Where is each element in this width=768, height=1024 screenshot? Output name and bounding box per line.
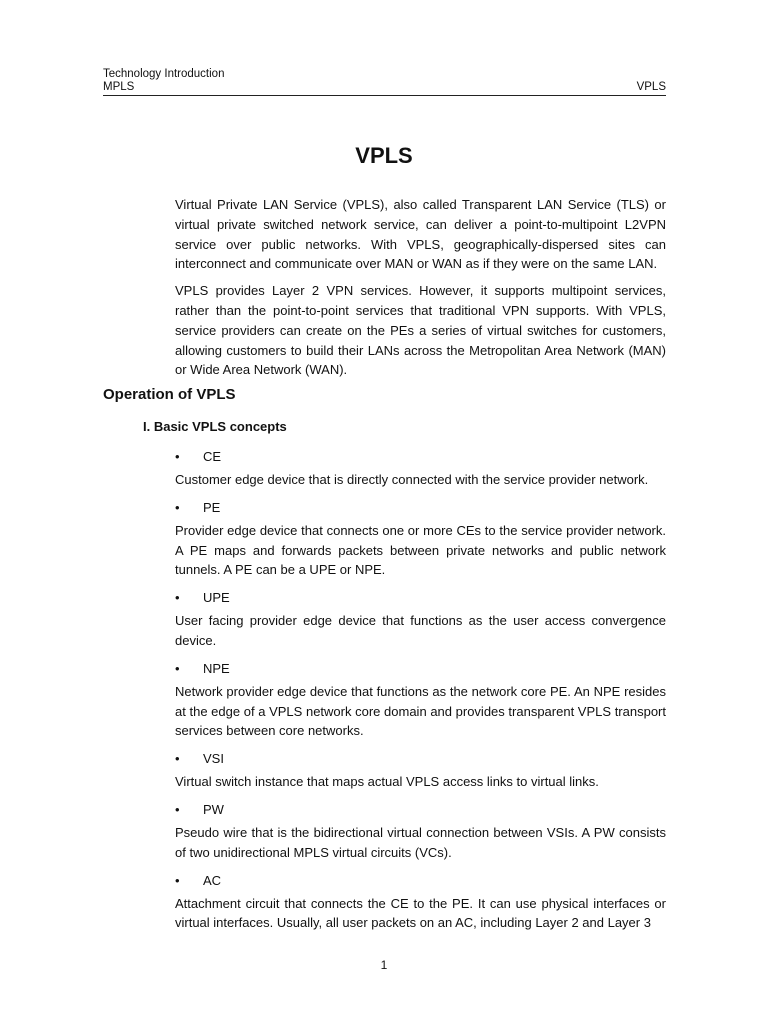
term-label: AC [203,872,222,888]
subsection-heading: I. Basic VPLS concepts [143,419,287,434]
running-header-right: VPLS [636,81,666,93]
term-definition: Virtual switch instance that maps actual VPLS access links to virtual links. [175,774,599,790]
list-item-term [175,871,666,890]
bullet-icon: • [175,872,180,888]
term-definition: Network provider edge device that functions as the network core PE. An NPE resides at the edge of a VPLS network core domain and provides transparent VPLS transport services between core networks. [175,683,666,739]
term-label: PE [203,499,221,515]
header-rule [103,95,666,96]
list-item-term [175,588,666,607]
term-definition: Provider edge device that connects one or more CEs to the service provider network. A PE maps and forwards packets between private networks and public network tunnels. A PE can be a UPE or NPE. [175,522,666,578]
list-item-term [175,498,666,517]
running-header-title: Technology Introduction [103,68,225,80]
term-definition: Attachment circuit that connects the CE to the PE. It can use physical interfaces or virtual interfaces. Usually, all user packets on an AC, including Layer 2 and Layer 3 [175,895,666,931]
intro-paragraph: Virtual Private LAN Service (VPLS), also called Transparent LAN Service (TLS) or virtual private switched network service, can deliver a point-to-multipoint L2VPN service over public networks. With VPLS, geographically-dispersed sites can interconnect and communicate over MAN or WAN as if they were on the same LAN. [175,197,666,272]
intro-block [175,195,666,387]
term-definition: Pseudo wire that is the bidirectional virtual connection between VSIs. A PW consists of two unidirectional MPLS virtual circuits (VCs). [175,824,666,860]
running-header-row [103,81,666,93]
list-item-term [175,447,666,466]
term-definition: Customer edge device that is directly connected with the service provider network. [175,472,649,487]
list-item-term [175,749,666,768]
concept-list [175,447,666,941]
term-label: CE [203,449,222,464]
bullet-icon: • [175,801,180,817]
page-number: 1 [380,958,388,972]
term-label: NPE [203,660,230,676]
bullet-icon: • [175,499,180,515]
bullet-icon: • [175,660,180,676]
intro-paragraph: VPLS provides Layer 2 VPN services. However, it supports multipoint services, rather than the point-to-point services that traditional VPN supports. With VPLS, service providers can create on the PEs a series of virtual switches for customers, allowing customers to build their LANs across the Metropolitan Area Network (MAN) or Wide Area Network (WAN). [175,283,666,378]
term-definition: User facing provider edge device that functions as the user access convergence device. [175,613,666,648]
bullet-icon: • [175,590,180,606]
running-header-left: MPLS [103,81,135,93]
list-item-term [175,800,666,819]
section-heading: Operation of VPLS [103,386,236,403]
term-label: VSI [203,751,224,767]
list-item-term [175,659,666,678]
page-title: VPLS [355,143,413,168]
term-label: UPE [203,590,230,606]
term-label: PW [203,801,224,817]
bullet-icon: • [175,449,180,464]
bullet-icon: • [175,751,180,767]
